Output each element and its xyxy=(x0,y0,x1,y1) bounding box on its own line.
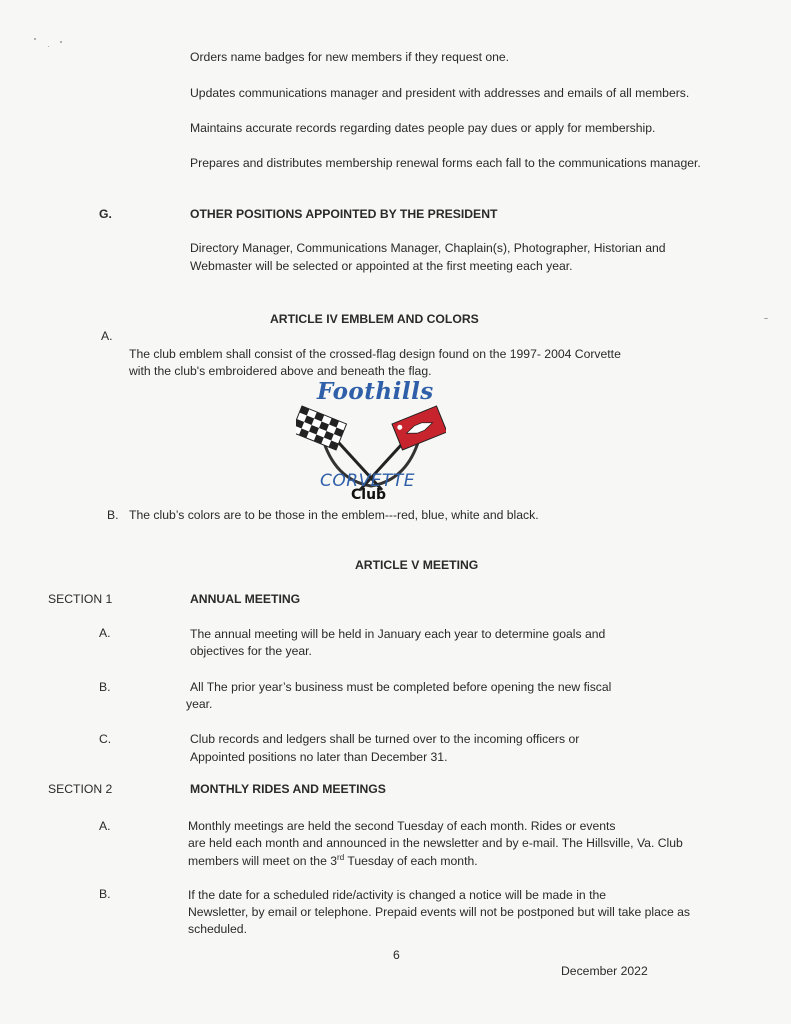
section-2-a-text xyxy=(188,853,478,868)
footer-date: December 2022 xyxy=(561,964,648,978)
section-2-b-text: Newsletter, by email or telephone. Prepaid events will not be postponed but will take place as xyxy=(188,905,691,919)
article-iv-b-text: The club’s colors are to be those in the emblem---red, blue, white and black. xyxy=(129,508,539,522)
page-number: 6 xyxy=(393,948,400,962)
section-1-item-letter: B. xyxy=(99,680,111,694)
section-2-heading: MONTHLY RIDES AND MEETINGS xyxy=(190,782,386,796)
section-2-label: SECTION 2 xyxy=(48,782,113,796)
section-2-b-text: scheduled. xyxy=(188,922,247,936)
logo-text-middle: CORVETTE xyxy=(320,471,415,491)
duty-item: Maintains accurate records regarding dates people pay dues or apply for membership. xyxy=(190,121,656,135)
section-1-item-text: All The prior year’s business must be completed before opening the new fiscal xyxy=(190,680,612,694)
section-2-b-letter: B. xyxy=(99,887,111,901)
section-1-item-letter: C. xyxy=(99,732,112,746)
article-iv-b-label: B. xyxy=(107,508,119,522)
article-iv-a-text: with the club's embroidered above and beneath the flag. xyxy=(129,364,432,378)
section-g-text: Webmaster will be selected or appointed at the first meeting each year. xyxy=(190,259,573,273)
ordinal-suffix: rd xyxy=(337,853,345,862)
article-iv-a-text: The club emblem shall consist of the crossed-flag design found on the 1997- 2004 Corvette xyxy=(129,347,621,361)
section-1-item-text: The annual meeting will be held in January each year to determine goals and xyxy=(190,627,606,641)
section-2-a-text: Monthly meetings are held the second Tuesday of each month. Rides or events xyxy=(188,819,616,833)
duty-item: Orders name badges for new members if they request one. xyxy=(190,50,510,64)
section-2-a-text-part: members will meet on the 3 xyxy=(188,854,338,869)
scan-speck xyxy=(34,38,36,40)
section-1-item-text: Club records and ledgers shall be turned over to the incoming officers or xyxy=(190,732,580,746)
section-1-heading: ANNUAL MEETING xyxy=(190,592,301,606)
section-1-item-text: objectives for the year. xyxy=(190,644,312,658)
article-v-heading: ARTICLE V MEETING xyxy=(355,558,479,572)
section-1-item-letter: A. xyxy=(99,626,111,640)
logo-text-top: Foothills xyxy=(317,378,434,405)
logo-text-bottom: Club xyxy=(351,487,387,503)
article-iv-a-label: A. xyxy=(101,329,113,343)
scan-speck xyxy=(48,46,49,47)
section-2-a-letter: A. xyxy=(99,819,111,833)
section-2-a-text: are held each month and announced in the newsletter and by e-mail. The Hillsville, Va. Club xyxy=(188,836,683,850)
section-g-text: Directory Manager, Communications Manager, Chaplain(s), Photographer, Historian and xyxy=(190,241,666,255)
club-emblem xyxy=(296,378,446,502)
section-2-b-text: If the date for a scheduled ride/activity is changed a notice will be made in the xyxy=(188,888,607,902)
section-g-letter: G. xyxy=(99,207,112,221)
article-iv-heading: ARTICLE IV EMBLEM AND COLORS xyxy=(270,312,479,326)
section-1-item-text: year. xyxy=(186,697,213,711)
scan-speck xyxy=(764,318,768,319)
duty-item: Updates communications manager and president with addresses and emails of all members. xyxy=(190,86,690,100)
section-1-item-text: Appointed positions no later than December 31. xyxy=(190,750,448,764)
duty-item: Prepares and distributes membership renewal forms each fall to the communications manager. xyxy=(190,156,701,170)
section-1-label: SECTION 1 xyxy=(48,592,113,606)
scan-speck xyxy=(60,41,62,43)
section-g-heading: OTHER POSITIONS APPOINTED BY THE PRESIDENT xyxy=(190,207,498,221)
section-2-a-text-part: Tuesday of each month. xyxy=(344,854,478,869)
